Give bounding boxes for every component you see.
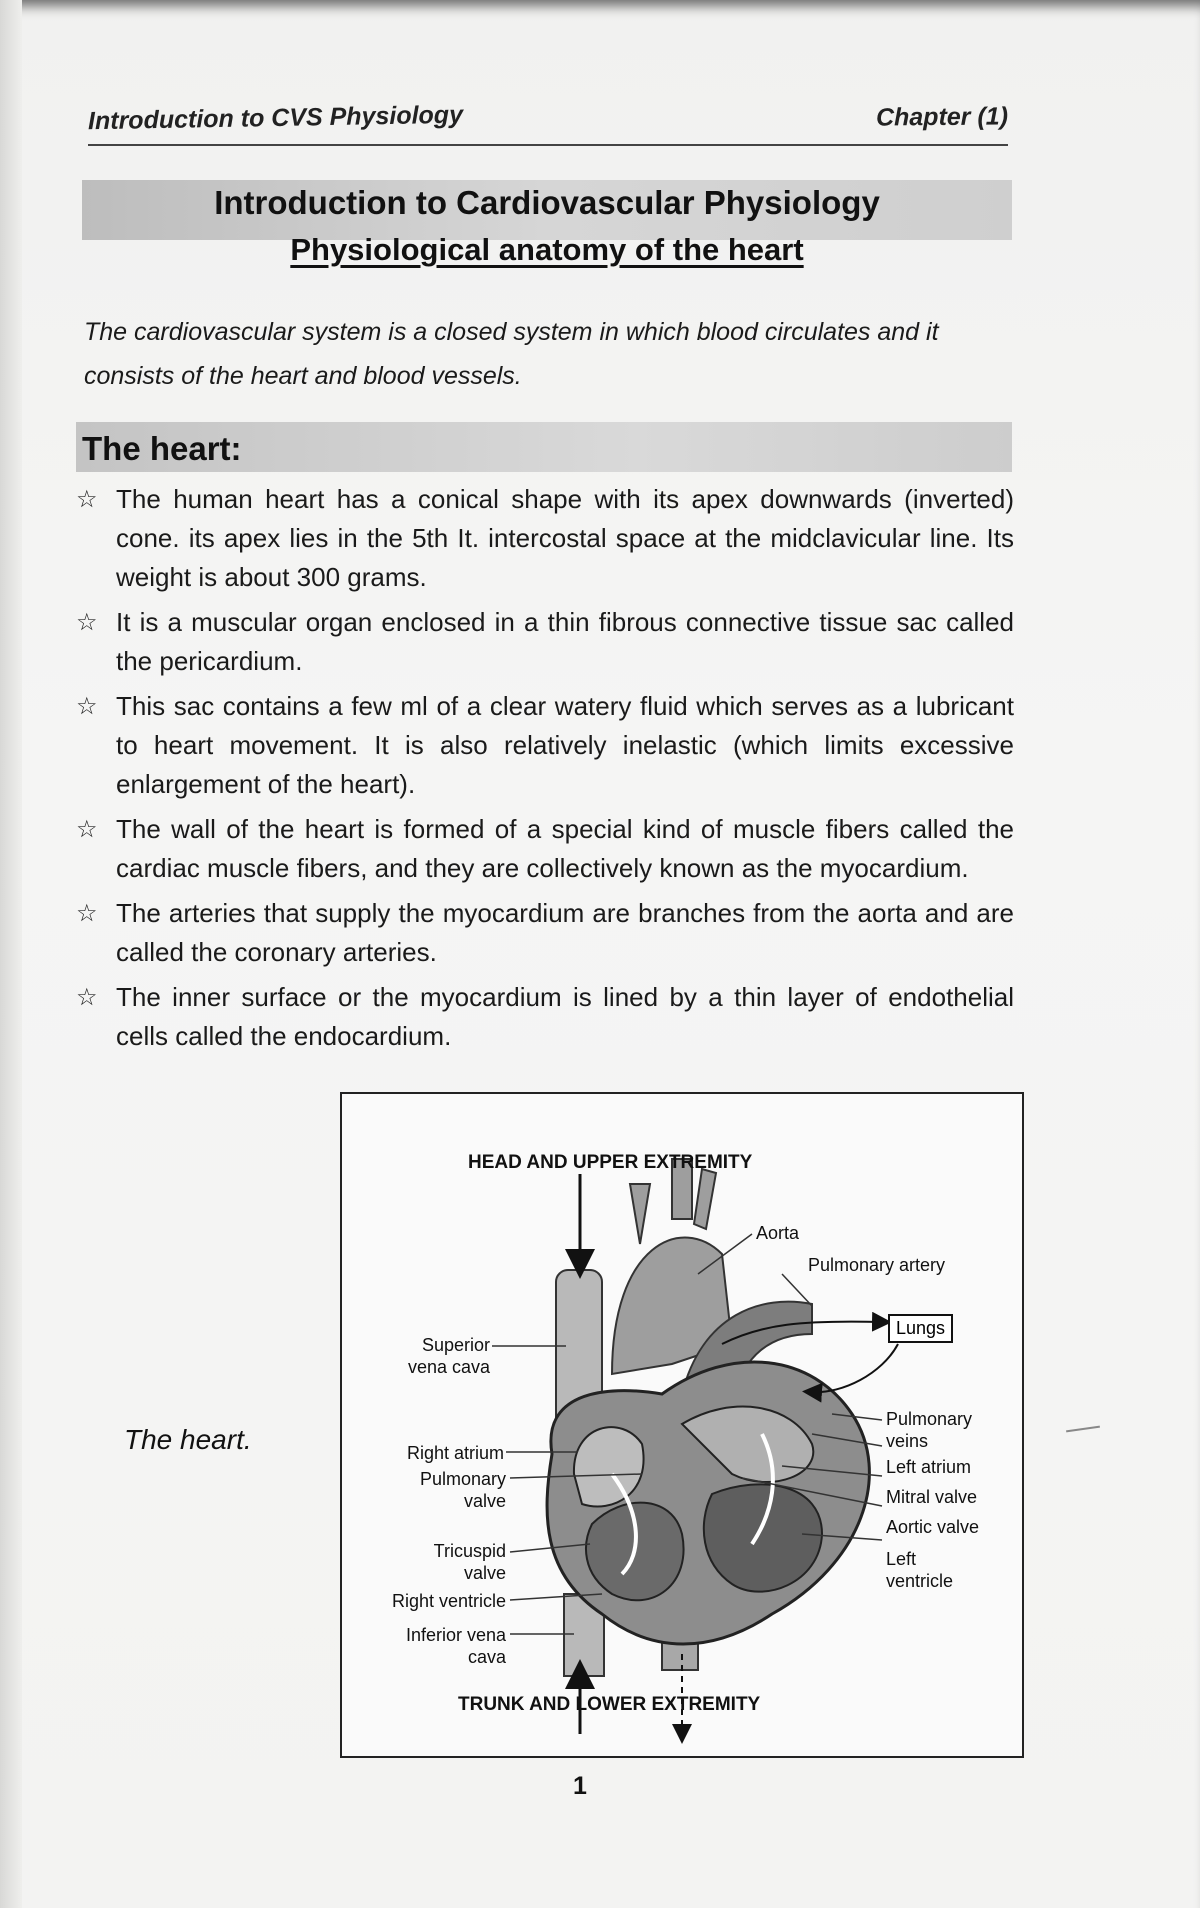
figure-top-label: HEAD AND UPPER EXTREMITY — [468, 1152, 753, 1173]
bullet-text: This sac contains a few ml of a clear watery fluid which serves as a lubricant to heart movement. It is also relatively inelastic (which limits excessive enlargement of the heart). — [116, 691, 1014, 799]
running-header — [88, 98, 1008, 154]
star-icon: ☆ — [76, 693, 98, 720]
label-pulmonary-valve: Pulmonary valve — [419, 1469, 506, 1511]
pencil-mark — [1066, 1426, 1100, 1433]
list-item — [70, 480, 1014, 597]
star-icon: ☆ — [76, 609, 98, 636]
list-item — [70, 894, 1014, 972]
label-superior-vena-cava: Superior vena cava — [407, 1335, 490, 1377]
list-item — [70, 687, 1014, 804]
header-chapter: Chapter (1) — [875, 102, 1009, 132]
label-right-ventricle: Right ventricle — [391, 1591, 506, 1611]
star-icon: ☆ — [76, 486, 98, 513]
star-icon: ☆ — [76, 900, 98, 927]
bullet-text: The arteries that supply the myocardium are branches from the aorta and are called the coronary arteries. — [116, 898, 1014, 967]
figure-caption: The heart. — [124, 1424, 252, 1455]
page-edge — [0, 0, 22, 1908]
label-tricuspid-valve: Tricuspid valve — [433, 1541, 506, 1583]
list-item — [70, 978, 1014, 1056]
label-aortic-valve: Aortic valve — [886, 1517, 980, 1537]
label-pulmonary-veins: Pulmonary veins — [886, 1409, 973, 1451]
header-rule — [88, 144, 1008, 146]
list-item — [70, 603, 1014, 681]
header-book-title: Introduction to CVS Physiology — [87, 100, 464, 136]
star-icon: ☆ — [76, 816, 98, 843]
bullet-text: The wall of the heart is formed of a special kind of muscle fibers called the cardiac muscle fibers, and they are collectively known as the myocardium. — [116, 814, 1014, 883]
label-left-ventricle: Left ventricle — [886, 1549, 954, 1591]
bullet-text: The human heart has a conical shape with its apex downwards (inverted) cone. its apex lies in the 5th It. intercostal space at the midclavicular line. Its weight is about 300 grams. — [116, 484, 1014, 592]
label-inferior-vena-cava: Inferior vena cava — [405, 1625, 506, 1667]
intro-paragraph: The cardiovascular system is a closed system in which blood circulates and it consists of the heart and blood vessels. — [84, 318, 939, 390]
page-title: Introduction to Cardiovascular Physiology — [214, 184, 880, 221]
label-mitral-valve: Mitral valve — [886, 1487, 978, 1507]
list-item — [70, 810, 1014, 888]
bullet-text: It is a muscular organ enclosed in a thin fibrous connective tissue sac called the pericardium. — [116, 607, 1014, 676]
section-title: The heart: — [82, 430, 242, 467]
label-aorta: Aorta — [756, 1223, 800, 1243]
label-left-atrium: Left atrium — [886, 1457, 972, 1477]
page-number: 1 — [573, 1772, 587, 1800]
label-pulmonary-artery: Pulmonary artery — [808, 1255, 946, 1275]
label-lungs: Lungs — [888, 1314, 953, 1343]
bullet-text: The inner surface or the myocardium is lined by a thin layer of endothelial cells called the endocardium. — [116, 982, 1014, 1051]
heart-diagram — [340, 1092, 1024, 1758]
star-icon: ☆ — [76, 984, 98, 1011]
bullet-list — [70, 480, 1014, 1062]
label-right-atrium: Right atrium — [406, 1443, 504, 1463]
subtitle-text: Physiological anatomy of the heart — [290, 232, 804, 267]
page-subtitle — [82, 232, 1012, 268]
figure-bottom-label: TRUNK AND LOWER EXTREMITY — [458, 1694, 761, 1715]
